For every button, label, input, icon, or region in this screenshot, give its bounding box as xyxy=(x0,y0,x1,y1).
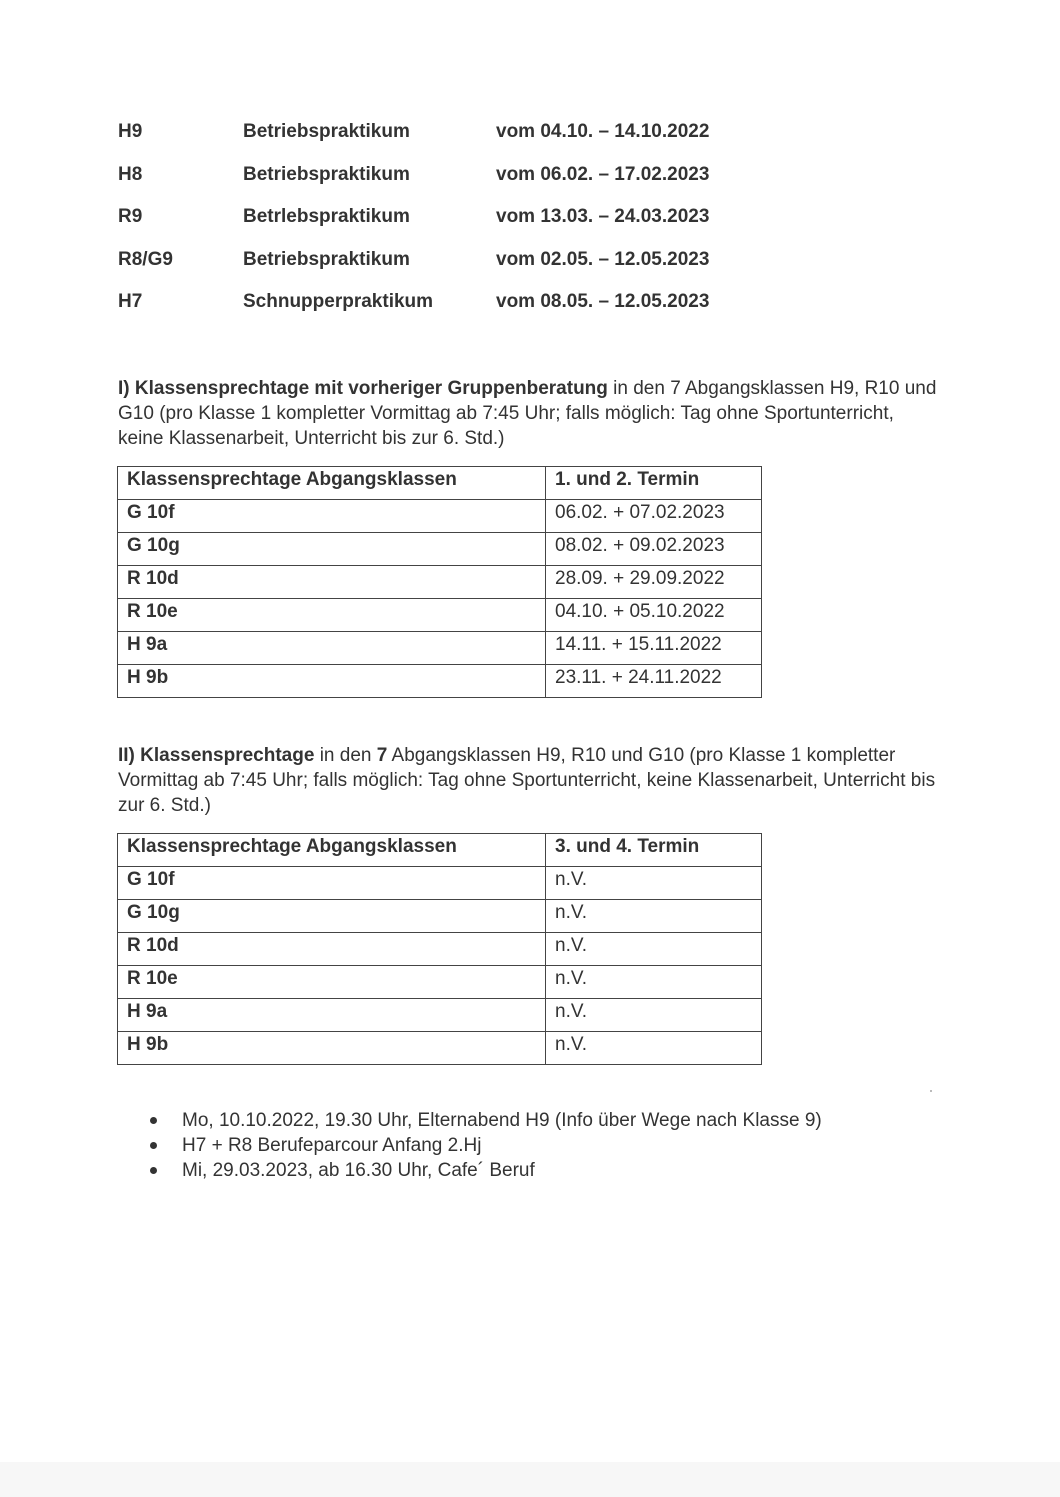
list-item-text: Mo, 10.10.2022, 19.30 Uhr, Elternabend H9 (Info über Wege nach Klasse 9) xyxy=(182,1110,822,1131)
section2-heading: II) Klassensprechtage xyxy=(118,745,315,766)
klasse-cell: G 10f xyxy=(118,500,546,533)
termin-cell: 28.09. + 29.09.2022 xyxy=(546,566,762,599)
klasse-cell: G 10g xyxy=(118,533,546,566)
bullet-icon xyxy=(150,1142,157,1149)
klasse-cell: H 9a xyxy=(118,632,546,665)
praktikum-art: Schnupperpraktikum xyxy=(243,291,434,312)
klasse-cell: R 10d xyxy=(118,566,546,599)
list-item xyxy=(148,1158,822,1183)
header-termin: 3. und 4. Termin xyxy=(546,834,762,867)
header-klassen: Klassensprechtage Abgangsklassen xyxy=(118,467,546,500)
klassensprechtage-table-2 xyxy=(117,833,762,1065)
praktikum-zeitraum: vom 08.05. – 12.05.2023 xyxy=(496,291,710,312)
section1-heading: I) Klassensprechtage mit vorheriger Gruppenberatung xyxy=(118,378,608,399)
klasse-cell: R 10e xyxy=(118,599,546,632)
termin-cell: n.V. xyxy=(546,867,762,900)
table-row xyxy=(118,632,762,665)
klasse-cell: G 10g xyxy=(118,900,546,933)
bullet-icon xyxy=(150,1117,157,1124)
bullet-icon xyxy=(150,1167,157,1174)
praktikum-klasse: H7 xyxy=(118,291,143,312)
list-item xyxy=(148,1133,822,1158)
praktikum-art: Betrlebspraktikum xyxy=(243,206,410,227)
termin-cell: n.V. xyxy=(546,1032,762,1065)
termin-cell: n.V. xyxy=(546,999,762,1032)
praktikum-klasse: H9 xyxy=(118,121,143,142)
praktikum-zeitraum: vom 04.10. – 14.10.2022 xyxy=(496,121,710,142)
termin-cell: 04.10. + 05.10.2022 xyxy=(546,599,762,632)
termin-cell: 08.02. + 09.02.2023 xyxy=(546,533,762,566)
praktikum-klasse: R8/G9 xyxy=(118,249,173,270)
section1-text: in den 7 Abgangsklassen H9, R10 und G10 (pro Klasse 1 kompletter Vormittag ab 7:45 Uhr; falls möglich: Tag ohne Sportunterricht, keine Klassenarbeit, Unterricht bis zur 6. Std.) xyxy=(118,378,937,449)
praktikum-zeitraum: vom 02.05. – 12.05.2023 xyxy=(496,249,710,270)
table-header-row xyxy=(118,834,762,867)
praktikum-art: Betriebspraktikum xyxy=(243,164,410,185)
praktikum-art: Betriebspraktikum xyxy=(243,121,410,142)
section2-intro xyxy=(118,743,938,818)
table-row xyxy=(118,665,762,698)
list-item xyxy=(148,1108,822,1133)
scan-speck xyxy=(930,1090,932,1092)
table-row xyxy=(118,599,762,632)
table-row xyxy=(118,533,762,566)
klasse-cell: H 9b xyxy=(118,1032,546,1065)
praktikum-zeitraum: vom 06.02. – 17.02.2023 xyxy=(496,164,710,185)
table-row xyxy=(118,999,762,1032)
section2-text-b: Abgangsklassen H9, R10 und G10 (pro Klasse 1 kompletter Vormittag ab 7:45 Uhr; falls möglich: Tag ohne Sportunterricht, keine Klassenarbeit, Unterricht bis zur 6. Std.) xyxy=(118,745,936,816)
table-row xyxy=(118,566,762,599)
termin-cell: n.V. xyxy=(546,933,762,966)
scan-bottom-edge xyxy=(0,1462,1060,1497)
header-termin: 1. und 2. Termin xyxy=(546,467,762,500)
termin-cell: n.V. xyxy=(546,900,762,933)
table-row xyxy=(118,933,762,966)
klasse-cell: G 10f xyxy=(118,867,546,900)
table-row xyxy=(118,900,762,933)
klasse-cell: R 10e xyxy=(118,966,546,999)
praktikum-art: Betriebspraktikum xyxy=(243,249,410,270)
klasse-cell: H 9b xyxy=(118,665,546,698)
event-list xyxy=(148,1108,822,1183)
termin-cell: n.V. xyxy=(546,966,762,999)
termin-cell: 06.02. + 07.02.2023 xyxy=(546,500,762,533)
praktikum-klasse: R9 xyxy=(118,206,143,227)
table-header-row xyxy=(118,467,762,500)
table-row xyxy=(118,1032,762,1065)
list-item-text: Mi, 29.03.2023, ab 16.30 Uhr, Cafe´ Beruf xyxy=(182,1160,535,1181)
table-row xyxy=(118,867,762,900)
section2-text-a: in den xyxy=(314,745,377,766)
praktikum-zeitraum: vom 13.03. – 24.03.2023 xyxy=(496,206,710,227)
table-row xyxy=(118,500,762,533)
table-row xyxy=(118,966,762,999)
termin-cell: 14.11. + 15.11.2022 xyxy=(546,632,762,665)
list-item-text: H7 + R8 Berufeparcour Anfang 2.Hj xyxy=(182,1135,482,1156)
klasse-cell: R 10d xyxy=(118,933,546,966)
section2-count: 7 xyxy=(376,745,388,766)
praktikum-klasse: H8 xyxy=(118,164,143,185)
termin-cell: 23.11. + 24.11.2022 xyxy=(546,665,762,698)
klassensprechtage-table-1 xyxy=(117,466,762,698)
klasse-cell: H 9a xyxy=(118,999,546,1032)
header-klassen: Klassensprechtage Abgangsklassen xyxy=(118,834,546,867)
section1-intro xyxy=(118,376,938,451)
